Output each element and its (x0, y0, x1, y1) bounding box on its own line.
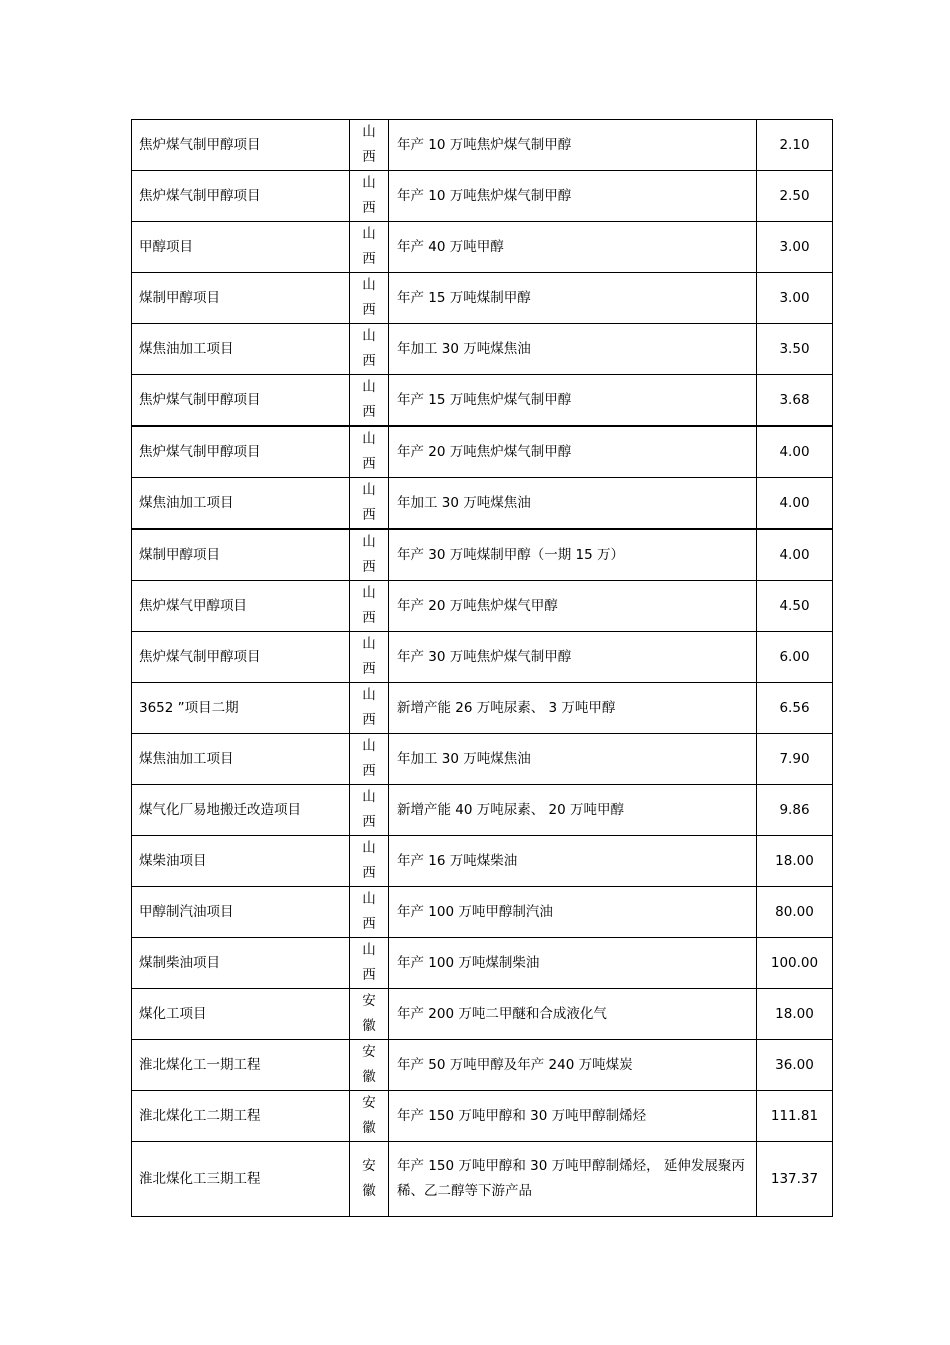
province-char: 西 (362, 456, 376, 472)
province-char: 山 (362, 942, 376, 958)
province-cell (350, 734, 389, 785)
province-char: 山 (362, 789, 376, 805)
province-char: 徽 (362, 1120, 376, 1136)
table-row (132, 171, 833, 222)
project-name-cell: 煤柴油项目 (132, 836, 350, 887)
investment-cell: 3.50 (757, 324, 833, 375)
table-row (132, 1142, 833, 1217)
project-description-cell: 年产 20 万吨焦炉煤气甲醇 (389, 581, 757, 632)
province-char: 安 (362, 993, 376, 1009)
project-description-cell: 年加工 30 万吨煤焦油 (389, 734, 757, 785)
province-cell (350, 171, 389, 222)
table-row (132, 581, 833, 632)
project-name-cell: 煤制甲醇项目 (132, 273, 350, 324)
project-description-cell: 新增产能 40 万吨尿素、 20 万吨甲醇 (389, 785, 757, 836)
table-row (132, 1040, 833, 1091)
project-name-cell: 煤制甲醇项目 (132, 529, 350, 581)
project-description-cell: 年产 10 万吨焦炉煤气制甲醇 (389, 120, 757, 171)
province-char: 西 (362, 200, 376, 216)
investment-cell: 36.00 (757, 1040, 833, 1091)
province-char: 西 (362, 251, 376, 267)
investment-cell: 2.10 (757, 120, 833, 171)
province-cell (350, 478, 389, 530)
province-char: 西 (362, 814, 376, 830)
province-char: 安 (362, 1095, 376, 1111)
province-char: 西 (362, 661, 376, 677)
project-name-cell: 煤化工项目 (132, 989, 350, 1040)
project-name-cell: 淮北煤化工二期工程 (132, 1091, 350, 1142)
project-description-cell: 年产 100 万吨煤制柴油 (389, 938, 757, 989)
project-name-cell: 煤焦油加工项目 (132, 478, 350, 530)
project-name-cell: 焦炉煤气制甲醇项目 (132, 426, 350, 478)
table-row (132, 734, 833, 785)
project-name-cell: 焦炉煤气制甲醇项目 (132, 632, 350, 683)
project-description-cell: 年产 200 万吨二甲醚和合成液化气 (389, 989, 757, 1040)
table-row (132, 887, 833, 938)
project-name-cell: 煤制柴油项目 (132, 938, 350, 989)
project-description-cell: 年加工 30 万吨煤焦油 (389, 478, 757, 530)
province-char: 山 (362, 636, 376, 652)
project-description-cell: 年产 10 万吨焦炉煤气制甲醇 (389, 171, 757, 222)
province-char: 山 (362, 840, 376, 856)
project-name-cell: 焦炉煤气制甲醇项目 (132, 120, 350, 171)
province-cell (350, 683, 389, 734)
project-name-cell: 淮北煤化工三期工程 (132, 1142, 350, 1217)
project-description-cell: 年产 30 万吨煤制甲醇（一期 15 万） (389, 529, 757, 581)
province-char: 山 (362, 328, 376, 344)
investment-cell: 3.68 (757, 375, 833, 427)
province-char: 安 (362, 1044, 376, 1060)
province-char: 西 (362, 763, 376, 779)
province-char: 西 (362, 559, 376, 575)
project-name-cell: 3652 ”项目二期 (132, 683, 350, 734)
province-char: 山 (362, 585, 376, 601)
province-char: 西 (362, 865, 376, 881)
province-cell (350, 273, 389, 324)
province-char: 徽 (362, 1069, 376, 1085)
investment-cell: 4.00 (757, 529, 833, 581)
project-name-cell: 煤焦油加工项目 (132, 324, 350, 375)
investment-cell: 4.00 (757, 426, 833, 478)
project-name-cell: 煤焦油加工项目 (132, 734, 350, 785)
project-name-cell: 焦炉煤气甲醇项目 (132, 581, 350, 632)
province-char: 山 (362, 379, 376, 395)
province-char: 徽 (362, 1183, 376, 1199)
table-row (132, 529, 833, 581)
province-cell (350, 785, 389, 836)
province-char: 山 (362, 482, 376, 498)
investment-cell: 3.00 (757, 222, 833, 273)
province-cell (350, 426, 389, 478)
investment-cell: 6.00 (757, 632, 833, 683)
province-char: 山 (362, 431, 376, 447)
table-row (132, 222, 833, 273)
province-cell (350, 836, 389, 887)
province-cell (350, 581, 389, 632)
province-char: 山 (362, 175, 376, 191)
province-char: 西 (362, 149, 376, 165)
province-cell (350, 120, 389, 171)
project-description-cell: 年产 20 万吨焦炉煤气制甲醇 (389, 426, 757, 478)
province-char: 山 (362, 534, 376, 550)
investment-cell: 137.37 (757, 1142, 833, 1217)
table-row (132, 120, 833, 171)
province-char: 山 (362, 738, 376, 754)
province-char: 西 (362, 916, 376, 932)
province-char: 西 (362, 610, 376, 626)
project-description-cell: 年产 16 万吨煤柴油 (389, 836, 757, 887)
province-char: 西 (362, 404, 376, 420)
table-row (132, 426, 833, 478)
project-name-cell: 甲醇制汽油项目 (132, 887, 350, 938)
investment-cell: 6.56 (757, 683, 833, 734)
table-row (132, 478, 833, 530)
project-name-cell: 甲醇项目 (132, 222, 350, 273)
project-description-cell: 年产 15 万吨煤制甲醇 (389, 273, 757, 324)
project-description-cell: 年产 50 万吨甲醇及年产 240 万吨煤炭 (389, 1040, 757, 1091)
investment-cell: 18.00 (757, 836, 833, 887)
project-description-cell: 年加工 30 万吨煤焦油 (389, 324, 757, 375)
province-cell (350, 938, 389, 989)
investment-cell: 18.00 (757, 989, 833, 1040)
project-description-cell: 新增产能 26 万吨尿素、 3 万吨甲醇 (389, 683, 757, 734)
project-description-cell: 年产 150 万吨甲醇和 30 万吨甲醇制烯烃 (389, 1091, 757, 1142)
investment-cell: 4.00 (757, 478, 833, 530)
project-table-body (132, 120, 833, 1217)
investment-cell: 80.00 (757, 887, 833, 938)
investment-cell: 2.50 (757, 171, 833, 222)
table-row (132, 683, 833, 734)
province-cell (350, 989, 389, 1040)
project-description-cell: 年产 15 万吨焦炉煤气制甲醇 (389, 375, 757, 427)
province-char: 徽 (362, 1018, 376, 1034)
investment-cell: 111.81 (757, 1091, 833, 1142)
province-cell (350, 375, 389, 427)
province-char: 山 (362, 124, 376, 140)
table-row (132, 632, 833, 683)
province-char: 山 (362, 891, 376, 907)
project-name-cell: 煤气化厂易地搬迁改造项目 (132, 785, 350, 836)
project-name-cell: 焦炉煤气制甲醇项目 (132, 375, 350, 427)
province-char: 西 (362, 507, 376, 523)
province-char: 西 (362, 353, 376, 369)
table-row (132, 836, 833, 887)
province-char: 山 (362, 226, 376, 242)
province-cell (350, 1091, 389, 1142)
province-char: 西 (362, 967, 376, 983)
table-row (132, 785, 833, 836)
province-cell (350, 529, 389, 581)
project-table (131, 119, 833, 1217)
table-row (132, 273, 833, 324)
province-char: 西 (362, 712, 376, 728)
project-description-cell: 年产 150 万吨甲醇和 30 万吨甲醇制烯烃， 延伸发展聚丙稀、乙二醇等下游产品 (389, 1142, 757, 1217)
province-cell (350, 222, 389, 273)
table-row (132, 938, 833, 989)
province-cell (350, 632, 389, 683)
table-row (132, 989, 833, 1040)
project-description-cell: 年产 100 万吨甲醇制汽油 (389, 887, 757, 938)
province-char: 山 (362, 687, 376, 703)
province-cell (350, 887, 389, 938)
province-cell (350, 1040, 389, 1091)
investment-cell: 4.50 (757, 581, 833, 632)
province-cell (350, 324, 389, 375)
investment-cell: 7.90 (757, 734, 833, 785)
province-char: 西 (362, 302, 376, 318)
investment-cell: 3.00 (757, 273, 833, 324)
province-char: 安 (362, 1158, 376, 1174)
province-cell (350, 1142, 389, 1217)
project-description-cell: 年产 30 万吨焦炉煤气制甲醇 (389, 632, 757, 683)
project-name-cell: 焦炉煤气制甲醇项目 (132, 171, 350, 222)
project-name-cell: 淮北煤化工一期工程 (132, 1040, 350, 1091)
table-row (132, 1091, 833, 1142)
project-description-cell: 年产 40 万吨甲醇 (389, 222, 757, 273)
table-row (132, 324, 833, 375)
investment-cell: 100.00 (757, 938, 833, 989)
province-char: 山 (362, 277, 376, 293)
table-row (132, 375, 833, 427)
investment-cell: 9.86 (757, 785, 833, 836)
